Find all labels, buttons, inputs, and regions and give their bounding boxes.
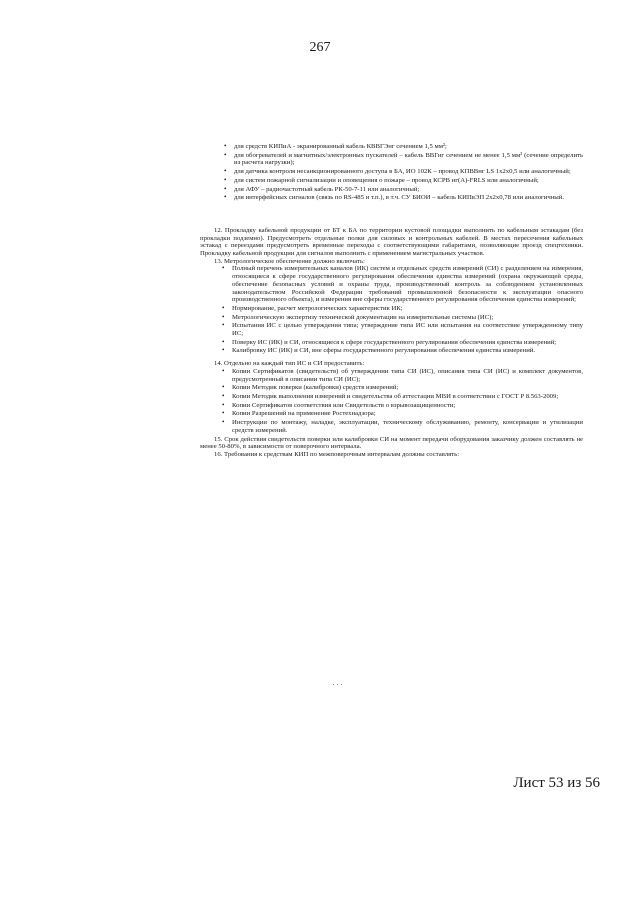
list-item: • Копии Сертификатов (свидетельств) об утверждении типа СИ (ИС), описания типа СИ (ИС) и комплект документов, предусмотренный в описании типа СИ (ИС); <box>222 368 583 383</box>
list-item: • для датчика контроля несанкционированного доступа в БА, ИО 102К – провод КПВВнг LS 1х2х0,5 или аналогичный; <box>200 168 583 176</box>
list-item: • Полный перечень измерительных каналов (ИК) систем и отдельных средств измерений (СИ) с разделением на измерения, относящиеся к сфере государственного регулирования обеспечения единства измерений (охрана окружающей среды, обеспечение безопасных условий и охраны труда, производственный контроль за соблюдением установленных законодательством Российской Федерации требований промышленной безопасности к эксплуатации опасного производственного объекта), и измерения вне сферы государственного регулирования обеспечения единства измерений; <box>222 265 583 304</box>
list-item: • Поверку ИС (ИК) и СИ, относящиеся к сфере государственного регулирования обеспечения единства измерений; <box>222 339 583 347</box>
list-item: • Копии Сертификатов соответствия или Свидетельств о взрывозащищенности; <box>222 402 583 410</box>
document-body <box>200 143 583 459</box>
paragraph-13: 13. Метрологическое обеспечение должно включать: <box>214 257 365 265</box>
metrology-list <box>222 265 583 355</box>
cable-list <box>200 143 583 202</box>
paragraph-16: 16. Требования к средствам КИП по межповерочным интервалам должны составлять: <box>214 450 460 458</box>
scan-speck <box>341 684 342 685</box>
paragraph-12: 12. Прокладку кабельной продукции от БТ к БА по территории кустовой площадки выполнить по кабельным эстакадам (без прокладки подземно). Предусмотреть отдельные полки для силовых и контрольных кабелей. В местах пересечения кабельных эстакад с переездами предусмотреть временные переходы с соответствующими габаритами, позволяющие проезд спецтехники. Прокладку кабельной продукции для сигналов выполнить с применением магистральных участков. <box>200 226 583 258</box>
list-item: • Копии Методик поверки (калибровки) средств измерений; <box>222 384 583 392</box>
paragraph-15: 15. Срок действия свидетельств поверки или калибровки СИ на момент передачи оборудования заказчику должен составлять не менее 50-80%, в зависимости от поверочного интервала. <box>200 435 583 451</box>
page-number: 267 <box>309 40 331 55</box>
list-item: • для средств КИПиА - экранированный кабель КВВГЭнг сечением 1,5 мм²; <box>200 143 583 151</box>
list-item: • Копии Разрешений на применение Ростехнадзора; <box>222 410 583 418</box>
scan-speck <box>337 684 338 685</box>
list-item: • Копии Методик выполнения измерений и свидетельства об аттестации МВИ в соответствии с ГОСТ Р 8.563-2009; <box>222 393 583 401</box>
documents-list <box>222 368 583 435</box>
scan-speck <box>333 684 334 685</box>
sheet-counter: Лист 53 из 56 <box>513 775 600 791</box>
list-item: • для обогревателей и магнитных/электронных пускателей – кабель ВВГнг сечением не менее 1,5 мм² (сечение определить из расчета нагрузки); <box>200 152 583 167</box>
list-item: • для систем пожарной сигнализации и оповещения о пожаре – провод КСРВ нг(А)-FRLS или аналогичный; <box>200 177 583 185</box>
list-item: • Калибровку ИС (ИК) и СИ, вне сферы государственного регулирования обеспечения единства измерений. <box>222 347 583 355</box>
list-item: • Нормирование, расчет метрологических характеристик ИК; <box>222 305 583 313</box>
list-item: • Метрологическую экспертизу технической документации на измерительные системы (ИС); <box>222 314 583 322</box>
list-item: • для интерфейсных сигналов (связь по RS-485 и т.п.), в т.ч. СУ БИОИ – кабель КИПвЭП 2х2х0,78 или аналогичный. <box>200 194 583 202</box>
list-item: • Инструкции по монтажу, наладке, эксплуатации, техническому обслуживанию, ремонту, консервации и утилизации средств измерений. <box>222 419 583 434</box>
paragraph-14: 14. Отдельно на каждый тип ИС и СИ предоставить: <box>214 360 365 368</box>
list-item: • для АФУ – радиочастотный кабель РК-50-7-11 или аналогичный; <box>200 186 583 194</box>
list-item: • Испытания ИС с целью утверждения типа; утверждение типа ИС или испытания на соответствие утвержденному типу ИС; <box>222 322 583 337</box>
